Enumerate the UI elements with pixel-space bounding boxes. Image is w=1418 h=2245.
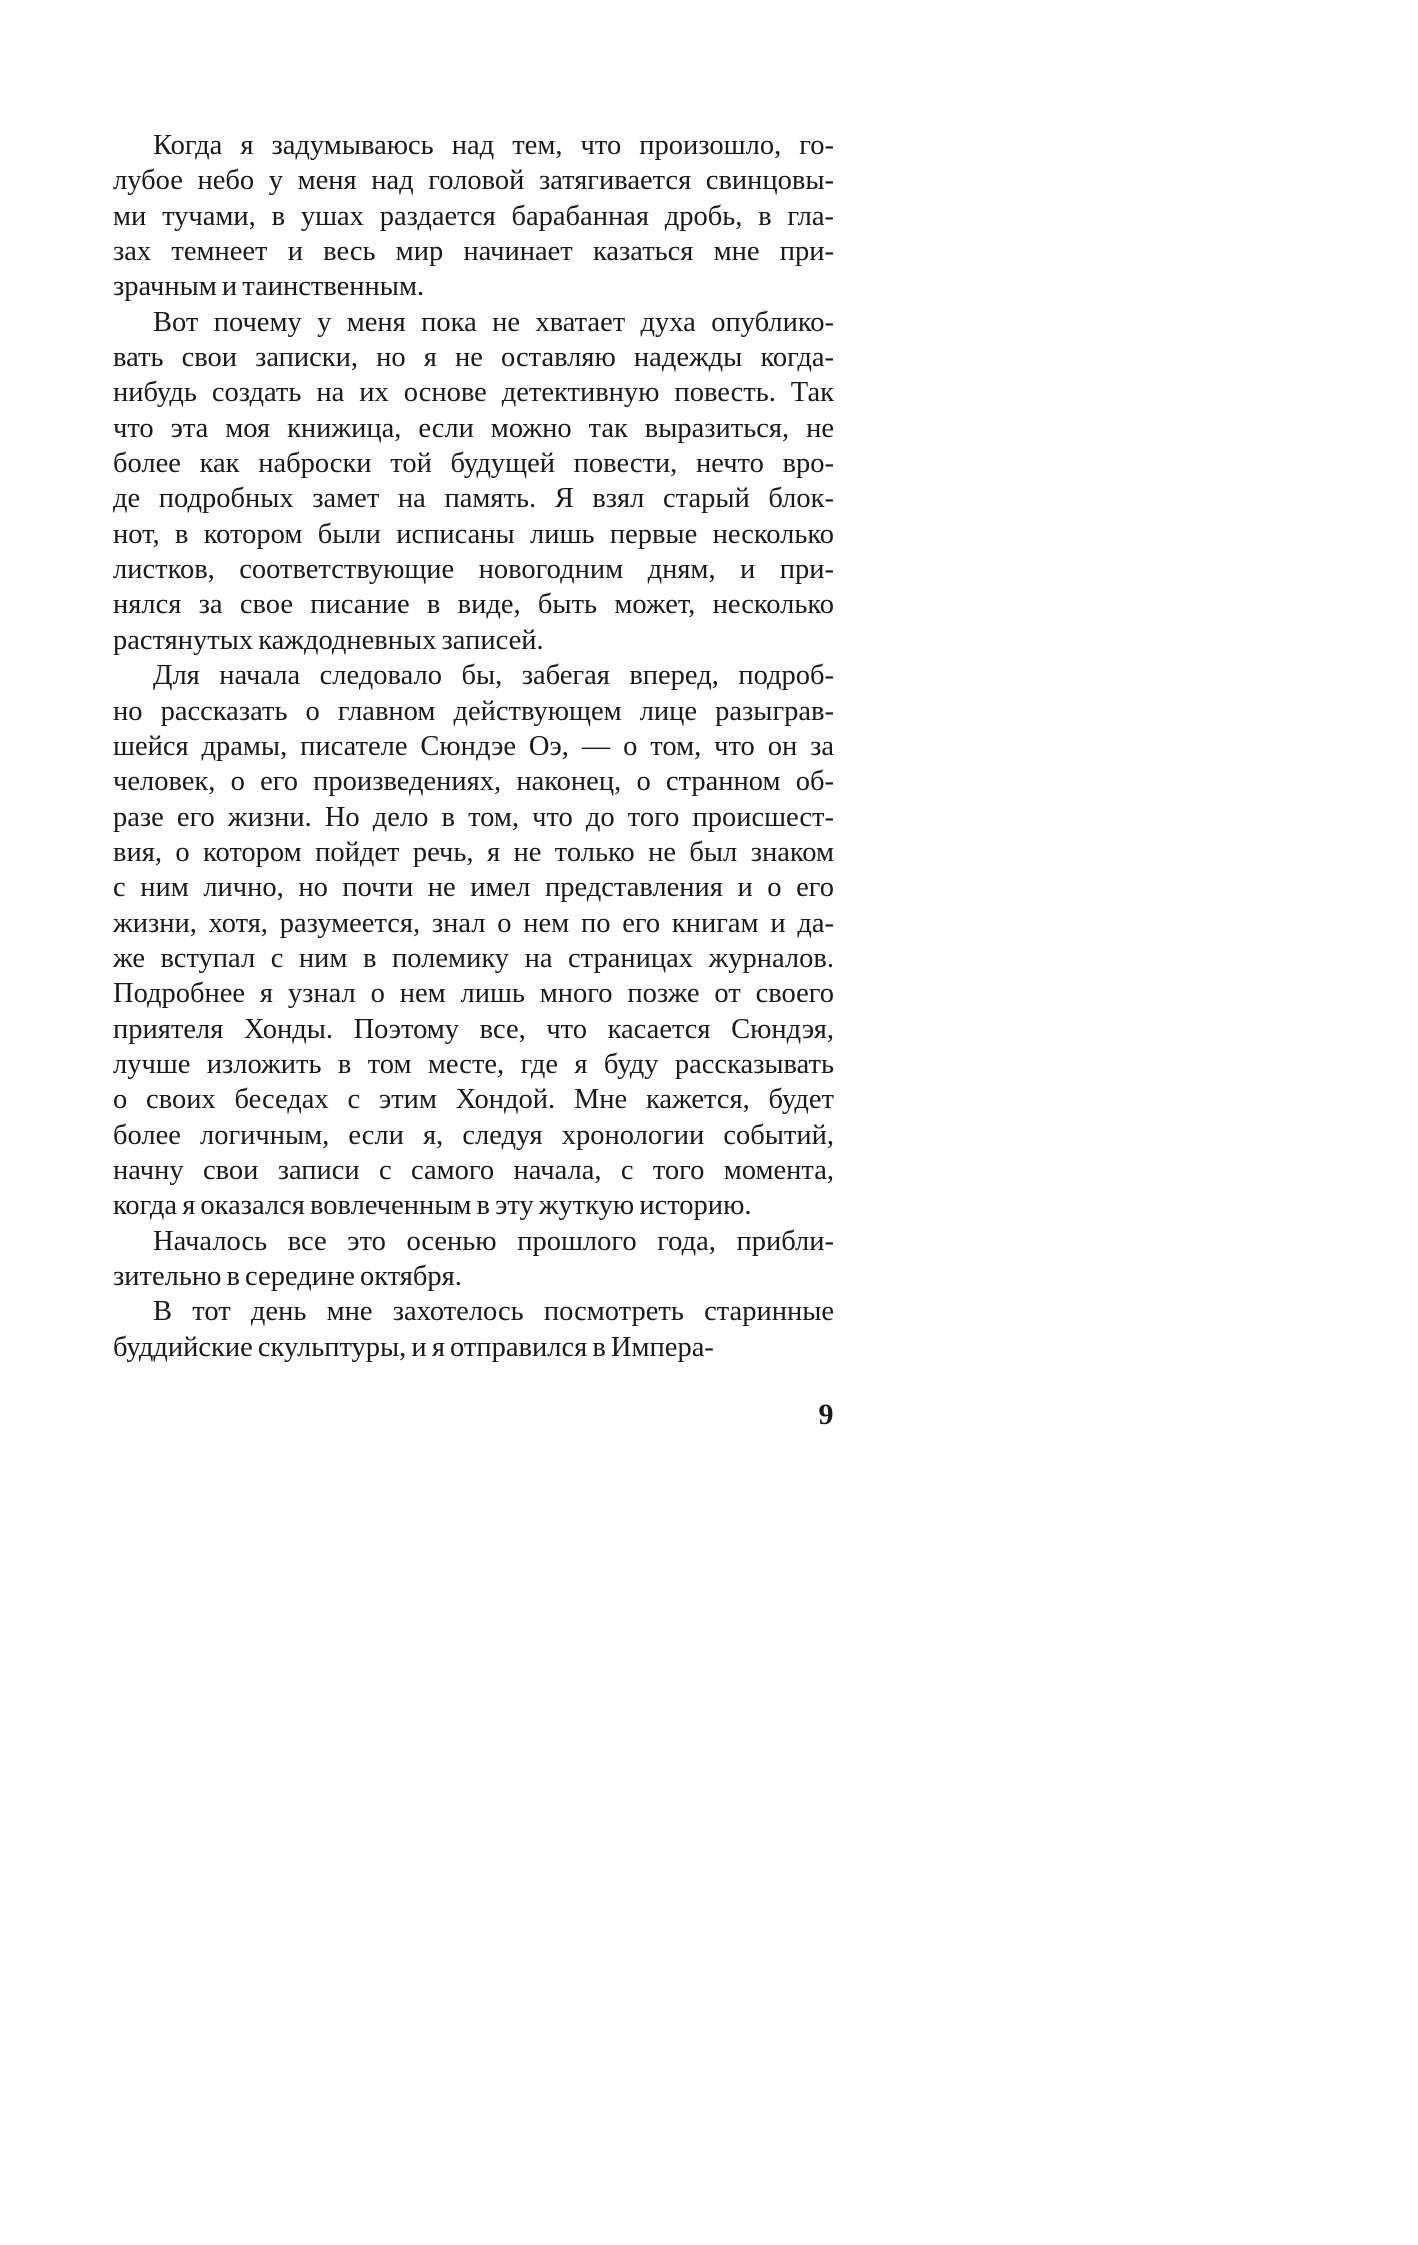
text-line: Началось все это осенью прошлого года, прибли- bbox=[153, 1225, 834, 1257]
text-line: зах темнеет и весь мир начинает казаться мне при- bbox=[113, 236, 834, 268]
text-line: лучше изложить в том месте, где я буду рассказывать bbox=[113, 1048, 834, 1080]
text-line: Вот почему у меня пока не хватает духа опублико- bbox=[153, 306, 834, 338]
text-line: нибудь создать на их основе детективную повесть. Так bbox=[113, 377, 834, 409]
text-line: нялся за свое писание в виде, быть может, несколько bbox=[113, 589, 834, 621]
text-line: листков, соответствующие новогодним дням, и при- bbox=[113, 554, 834, 586]
text-line: что эта моя книжица, если можно так выразиться, не bbox=[113, 412, 834, 444]
text-line: Подробнее я узнал о нем лишь много позже от своего bbox=[113, 978, 834, 1010]
text-line: более как наброски той будущей повести, нечто вро- bbox=[113, 448, 834, 480]
page-text bbox=[113, 128, 834, 1365]
text-line: жизни, хотя, разумеется, знал о нем по его книгам и да- bbox=[113, 907, 834, 939]
text-line: растянутых каждодневных записей. bbox=[113, 624, 544, 656]
page-number: 9 bbox=[818, 1398, 834, 1431]
text-line: зрачным и таинственным. bbox=[113, 271, 425, 303]
text-line: шейся драмы, писателе Сюндэе Оэ, — о том, что он за bbox=[113, 730, 834, 762]
text-line: Для начала следовало бы, забегая вперед, подроб- bbox=[153, 660, 834, 692]
text-line: нот, в котором были исписаны лишь первые несколько bbox=[113, 518, 834, 550]
text-line: человек, о его произведениях, наконец, о странном об- bbox=[113, 766, 834, 798]
text-line: более логичным, если я, следуя хронологии событий, bbox=[113, 1119, 834, 1151]
text-line: ми тучами, в ушах раздается барабанная дробь, в гла- bbox=[113, 200, 834, 232]
text-line: вать свои записки, но я не оставляю надежды когда- bbox=[113, 342, 834, 374]
text-line: когда я оказался вовлеченным в эту жуткую историю. bbox=[113, 1190, 752, 1222]
text-line: лубое небо у меня над головой затягивается свинцовы- bbox=[113, 165, 834, 197]
text-line: начну свои записи с самого начала, с того момента, bbox=[113, 1154, 834, 1186]
text-line: де подробных замет на память. Я взял старый блок- bbox=[113, 483, 834, 515]
text-line: же вступал с ним в полемику на страницах журналов. bbox=[113, 942, 834, 974]
text-line: о своих беседах с этим Хондой. Мне кажется, будет bbox=[113, 1084, 834, 1116]
text-line: Когда я задумываюсь над тем, что произошло, го- bbox=[153, 130, 834, 161]
text-line: с ним лично, но почти не имел представления и о его bbox=[113, 872, 834, 904]
text-line: буддийские скульптуры, и я отправился в Импера- bbox=[113, 1331, 714, 1363]
text-line: разе его жизни. Но дело в том, что до того происшест- bbox=[113, 801, 834, 833]
text-line: зительно в середине октября. bbox=[113, 1261, 462, 1292]
text-line: приятеля Хонды. Поэтому все, что касается Сюндэя, bbox=[113, 1013, 834, 1045]
text-line: вия, о котором пойдет речь, я не только не был знаком bbox=[113, 836, 834, 868]
text-line: В тот день мне захотелось посмотреть старинные bbox=[153, 1296, 834, 1328]
text-line: но рассказать о главном действующем лице разыграв- bbox=[113, 695, 834, 727]
